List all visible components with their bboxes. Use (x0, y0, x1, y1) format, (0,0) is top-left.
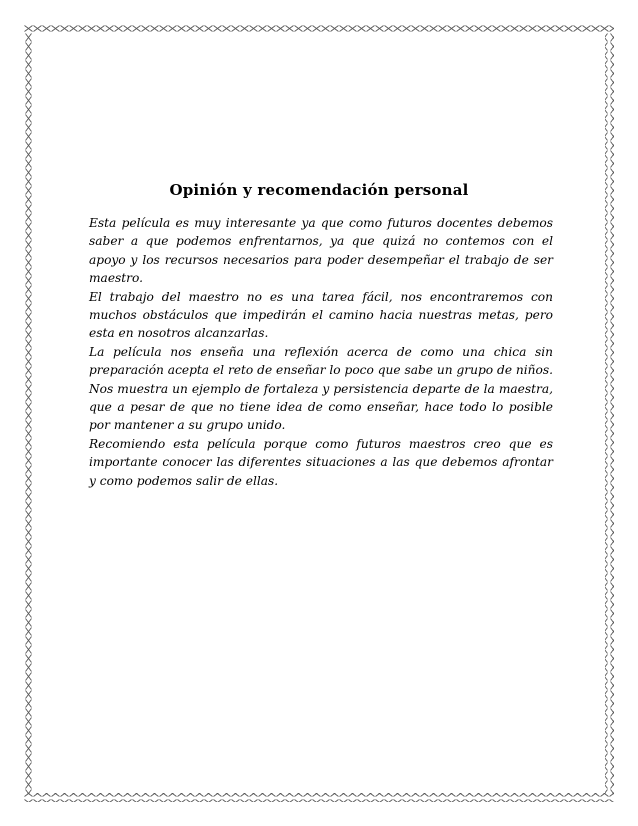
paragraph-recommendation: Recomiendo esta película porque como futuros maestros creo que es importante conocer las diferentes situaciones a las que debemos afrontar y como podemos salir de ellas. (89, 436, 553, 488)
paragraph-teacher-work: El trabajo del maestro no es una tarea fácil, nos encontraremos con muchos obstáculos que impedirán el camino hacia nuestras metas, pero esta en nosotros alcanzarlas. (89, 289, 553, 341)
document-title: Opinión y recomendación personal (169, 181, 469, 199)
border-left (24, 33, 33, 793)
paragraph-reflection: La película nos enseña una reflexión acerca de como una chica sin preparación acepta el reto de enseñar lo poco que sabe un grupo de niños. Nos muestra un ejemplo de fortaleza y persistencia departe de la maestra, que a pesar de que no tiene idea de como enseñar, hace todo lo posible por mantener a su grupo unido. (89, 344, 553, 433)
border-bottom (24, 793, 614, 802)
paragraph-intro: Esta película es muy interesante ya que como futuros docentes debemos saber a que podemos enfrentarnos, ya que quizá no contemos con el apoyo y los recursos necesarios para poder desempeñar el trabajo de ser maestro. (89, 216, 553, 286)
border-top (24, 24, 614, 33)
border-right (605, 33, 614, 793)
document-body (89, 214, 553, 490)
